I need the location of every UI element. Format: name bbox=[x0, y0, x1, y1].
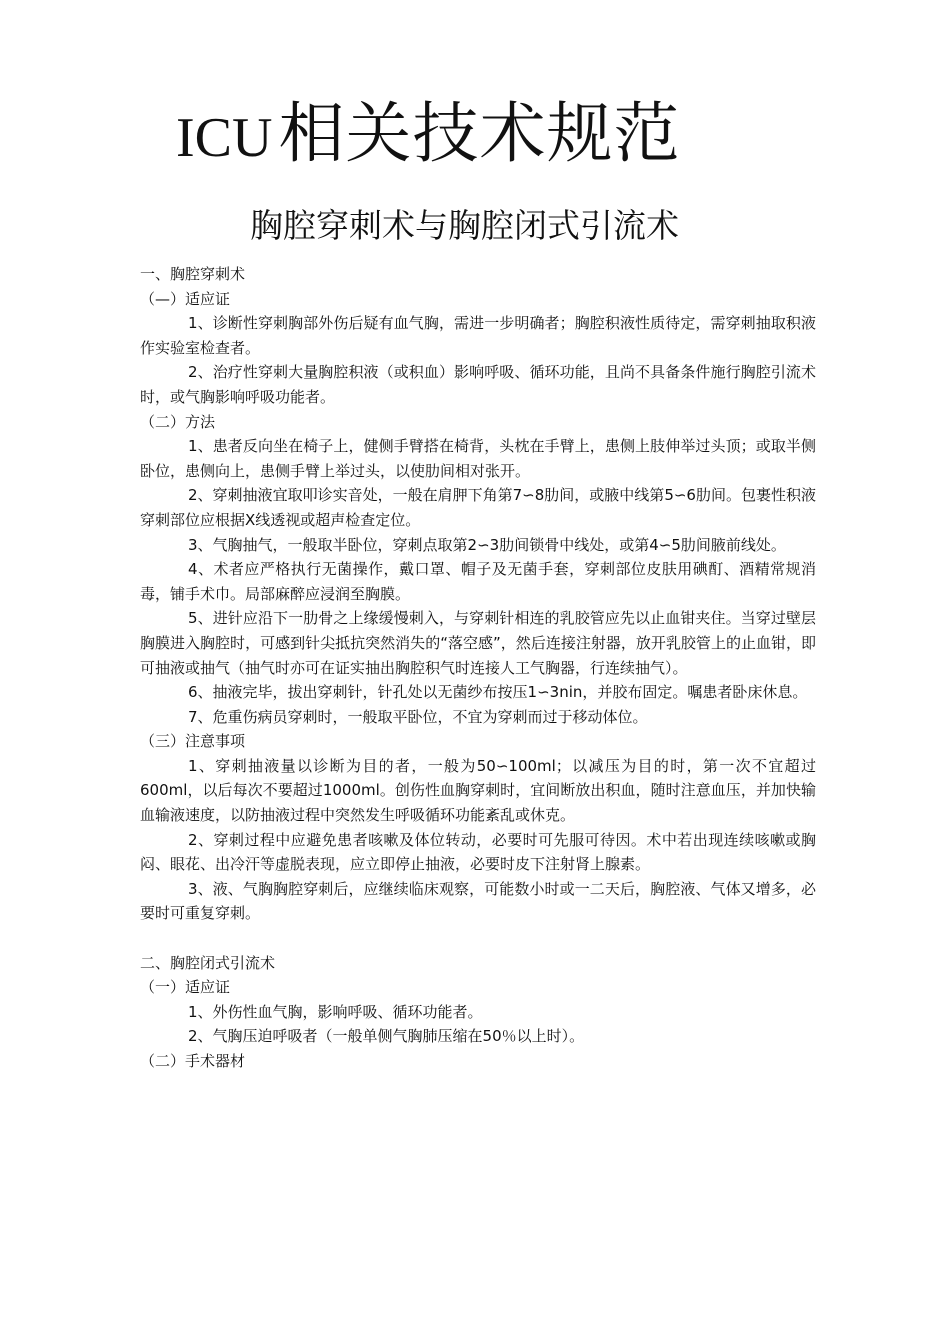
paragraph: 2、穿刺抽液宜取叩诊实音处，一般在肩胛下角第7∽8肋间，或腋中线第5∽6肋间。包裹性积液穿刺部位应根据X线透视或超声检查定位。 bbox=[140, 486, 816, 529]
heading-2: （一）适应证 bbox=[140, 978, 231, 997]
paragraph: 3、液、气胸胸腔穿刺后，应继续临床观察，可能数小时或一二天后，胸腔液、气体又增多，必要时可重复穿刺。 bbox=[140, 879, 816, 923]
paragraph: 1、诊断性穿刺胸部外伤后疑有血气胸，需进一步明确者；胸腔积液性质待定，需穿刺抽取积液作实验室检查者。 bbox=[140, 314, 816, 357]
paragraph: 6、抽液完毕，拔出穿刺针，针孔处以无菌纱布按压1∽3nin，并胶布固定。嘱患者卧床休息。 bbox=[188, 683, 808, 702]
paragraph: 5、进针应沿下一肋骨之上缘缓慢刺入，与穿刺针相连的乳胶管应先以止血钳夹住。当穿过壁层胸膜进入胸腔时，可感到针尖抵抗突然消失的“落空感”，然后连接注射器，放开乳胶管上的止血钳，即可抽液或抽气（抽气时亦可在证实抽出胸腔积气时连接人工气胸器，行连续抽气）。 bbox=[140, 609, 816, 677]
paragraph: 1、外伤性血气胸，影响呼吸、循环功能者。 bbox=[188, 1002, 483, 1021]
paragraph: 1、患者反向坐在椅子上，健侧手臂搭在椅背，头枕在手臂上，患侧上肢伸举过头顶；或取半侧卧位，患侧向上，患侧手臂上举过头，以使肋间相对张开。 bbox=[140, 437, 816, 480]
document-title bbox=[176, 92, 680, 180]
document-title-latin: ICU bbox=[176, 107, 273, 169]
heading-2: （二）方法 bbox=[140, 412, 216, 431]
heading-1: 一、胸腔穿刺术 bbox=[140, 265, 246, 283]
heading-2: （二）手术器材 bbox=[140, 1052, 246, 1070]
paragraph: 4、术者应严格执行无菌操作，戴口罩、帽子及无菌手套，穿刺部位皮肤用碘酊、酒精常规消毒，铺手术巾。局部麻醉应浸润至胸膜。 bbox=[140, 560, 816, 603]
paragraph: 2、穿刺过程中应避免患者咳嗽及体位转动，必要时可先服可待因。术中若出现连续咳嗽或胸闷、眼花、出冷汗等虚脱表现，应立即停止抽液，必要时皮下注射肾上腺素。 bbox=[140, 830, 816, 874]
heading-2: （三）注意事项 bbox=[140, 732, 246, 751]
paragraph: 7、危重伤病员穿刺时，一般取平卧位，不宜为穿刺而过于移动体位。 bbox=[188, 707, 648, 726]
paragraph: 2、气胸压迫呼吸者（一般单侧气胸肺压缩在50％以上时）。 bbox=[188, 1027, 585, 1046]
heading-2: （—）适应证 bbox=[140, 289, 231, 308]
blank-line bbox=[140, 926, 816, 951]
paragraph: 3、气胸抽气，一般取半卧位，穿刺点取第2∽3肋间锁骨中线处，或第4∽5肋间腋前线处。 bbox=[188, 535, 786, 554]
paragraph: 1、穿刺抽液量以诊断为目的者，一般为50∽100ml；以减压为目的时，第一次不宜超过600ml，以后每次不要超过1000ml。创伤性血胸穿刺时，宜间断放出积血，随时注意血压，并加快输血输液速度，以防抽液过程中突然发生呼吸循环功能紊乱或休克。 bbox=[140, 756, 816, 825]
section-title: 胸腔穿刺术与胸腔闭式引流术 bbox=[250, 206, 679, 245]
document-title-cjk: 相关技术规范 bbox=[278, 95, 681, 172]
document-body bbox=[140, 262, 816, 1074]
heading-1: 二、胸腔闭式引流术 bbox=[140, 953, 276, 972]
paragraph: 2、治疗性穿刺大量胸腔积液（或积血）影响呼吸、循环功能，且尚不具备条件施行胸腔引流术时，或气胸影响呼吸功能者。 bbox=[140, 363, 816, 406]
